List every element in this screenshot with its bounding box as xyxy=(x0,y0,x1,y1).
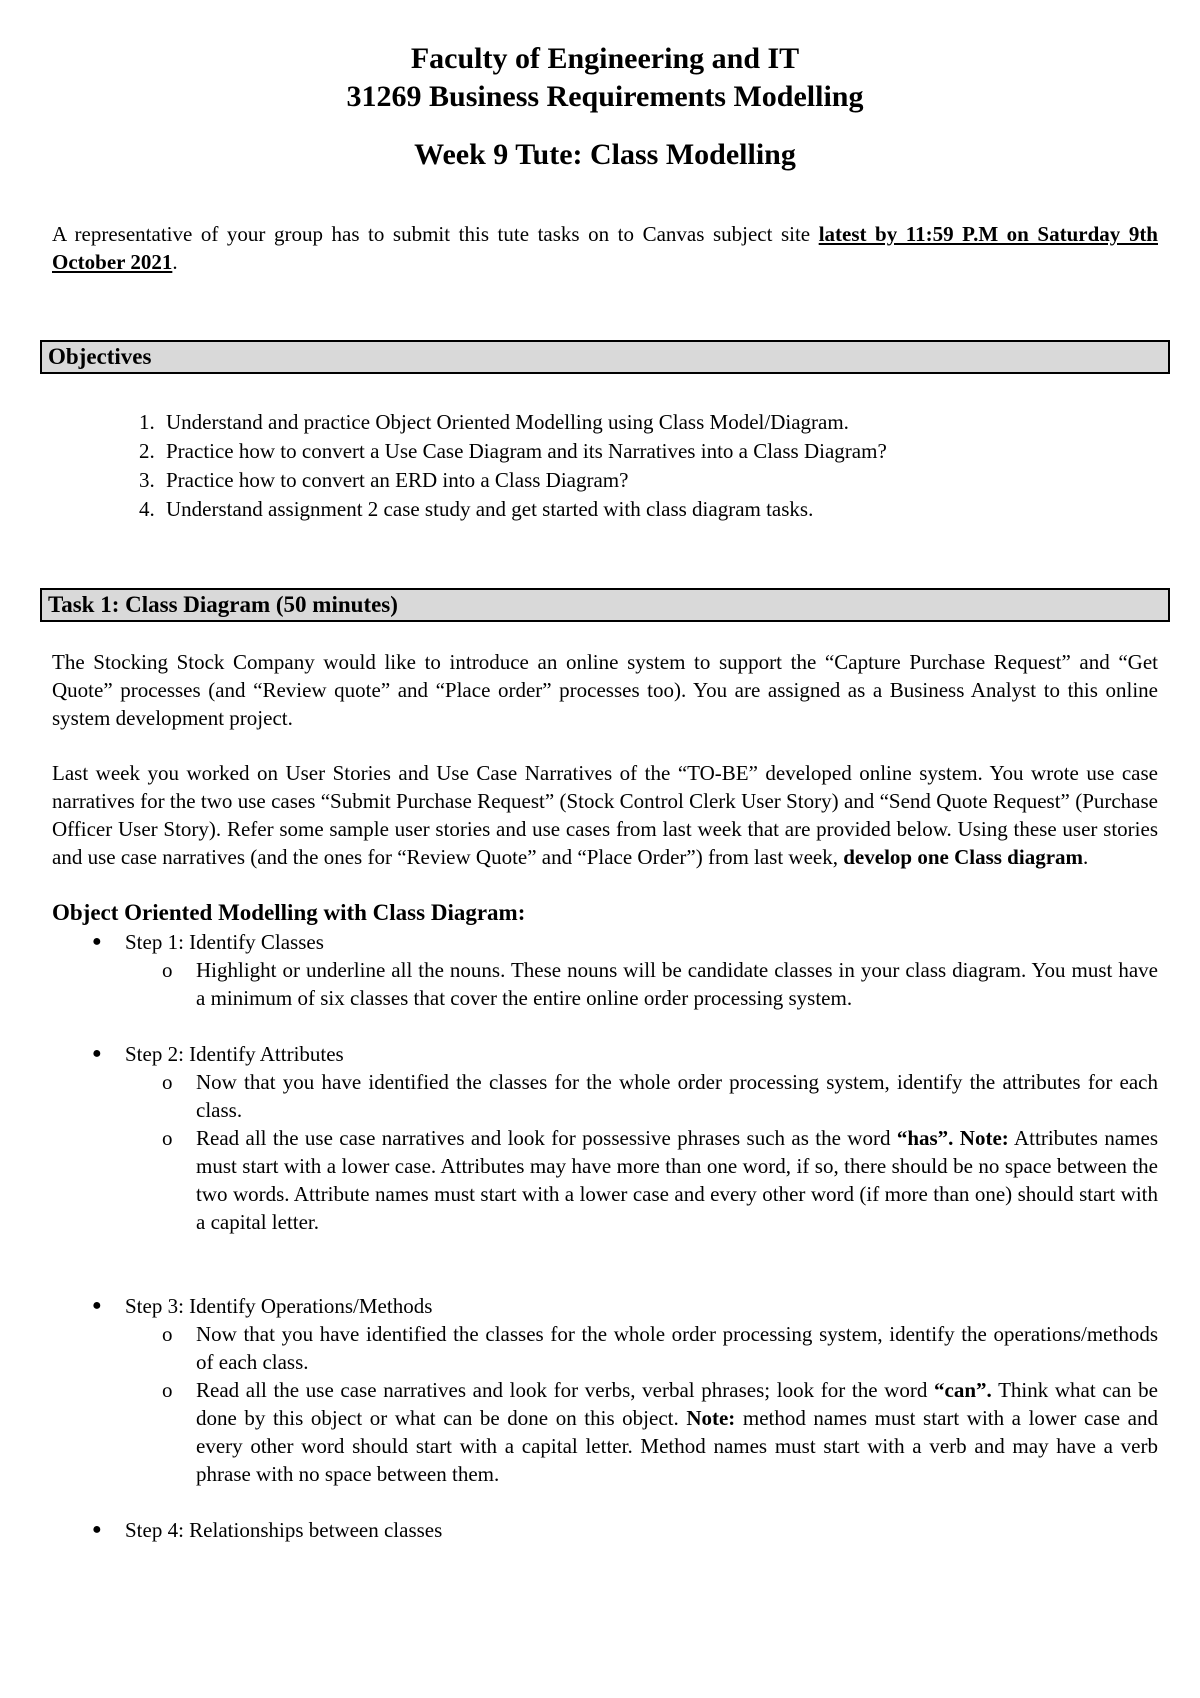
objective-item: 3. Practice how to convert an ERD into a Class Diagram? xyxy=(160,466,1158,495)
step-2-sub-2-word: “has”. xyxy=(896,1126,954,1150)
task1-paragraph-2-bold: develop one Class diagram xyxy=(843,845,1084,869)
step-3-label: Step 3: Identify Operations/Methods xyxy=(125,1294,433,1318)
objectives-heading: Objectives xyxy=(40,340,1170,374)
step-3-sub-2-word: “can”. xyxy=(934,1378,992,1402)
objectives-list xyxy=(52,408,1158,524)
step-2-label: Step 2: Identify Attributes xyxy=(125,1042,344,1066)
step-2-sub-2-text: Read all the use case narratives and look for possessive phrases such as the word xyxy=(196,1126,897,1150)
step-3-sub-2-text: Read all the use case narratives and look for verbs, verbal phrases; look for the word xyxy=(196,1378,935,1402)
deadline-text: latest by 11:59 P.M on Saturday 9th October 2021 xyxy=(52,222,1158,274)
circle-bullet-icon: o xyxy=(162,958,173,982)
bullet-icon: ● xyxy=(92,933,102,950)
task1-paragraph-2-end: . xyxy=(1083,845,1089,869)
step-2 xyxy=(52,1040,1158,1236)
task1-paragraph-2-text: Last week you worked on User Stories and Use Case Narratives of the “TO-BE” developed online system. You wrote use case narratives for the two use cases “Submit Purchase Request” (Stock Control Clerk User Story) and “Send Quote Request” (Purchase Officer User Story). Refer some sample user stories and use cases from last week that are provided below. Using these user stories and use case narratives (and the ones for “Review Quote” and “Place Order”) from last week, xyxy=(52,761,1158,869)
circle-bullet-icon: o xyxy=(162,1378,173,1402)
sub-item xyxy=(52,1320,1158,1376)
step-3-note-label: Note: xyxy=(686,1406,736,1430)
document-page xyxy=(48,40,1158,1544)
step-1 xyxy=(52,928,1158,1012)
bullet-icon: ● xyxy=(92,1045,102,1062)
step-3-sub-2-mid: Think what can be done by this object or what can be done on this object. xyxy=(196,1378,1158,1430)
week-title: Week 9 Tute: Class Modelling xyxy=(414,138,796,171)
task1-paragraph-1: The Stocking Stock Company would like to introduce an online system to support the “Capture Purchase Request” and “Get Quote” processes (and “Review quote” and “Place order” processes too). You are assigned as a Business Analyst to this online system development project. xyxy=(52,650,1158,730)
step-4-label: Step 4: Relationships between classes xyxy=(125,1518,443,1542)
circle-bullet-icon: o xyxy=(162,1322,173,1346)
step-2-note-label: Note: xyxy=(959,1126,1009,1150)
intro-end: . xyxy=(172,250,178,274)
step-1-sublist xyxy=(125,956,1158,1012)
objective-item: 2. Practice how to convert a Use Case Diagram and its Narratives into a Class Diagram? xyxy=(160,437,1158,466)
objective-item: 1. Understand and practice Object Oriented Modelling using Class Model/Diagram. xyxy=(160,408,1158,437)
oom-heading: Object Oriented Modelling with Class Diagram: xyxy=(52,900,526,925)
step-2-note-text: Attributes names must start with a lower case. Attributes may have more than one word, if so, there should be no space between the two words. Attribute names must start with a lower case and every other word (if more than one) should start with a capital letter. xyxy=(196,1126,1158,1234)
steps-list xyxy=(52,928,1158,1544)
task1-heading: Task 1: Class Diagram (50 minutes) xyxy=(40,588,1170,622)
step-2-sub-1: Now that you have identified the classes for the whole order processing system, identify the attributes for each class. xyxy=(196,1070,1158,1122)
step-4 xyxy=(52,1516,1158,1544)
sub-item xyxy=(52,956,1158,1012)
task1-paragraph-2 xyxy=(52,759,1158,871)
sub-item xyxy=(52,1068,1158,1124)
circle-bullet-icon: o xyxy=(162,1070,173,1094)
step-3-sub-1: Now that you have identified the classes for the whole order processing system, identify the operations/methods of each class. xyxy=(196,1322,1158,1374)
step-3-note-text: method names must start with a lower case and every other word should start with a capital letter. Method names must start with a verb and may have a verb phrase with no space between them. xyxy=(196,1406,1158,1486)
sub-item xyxy=(52,1124,1158,1236)
intro-text: A representative of your group has to submit this tute tasks on to Canvas subject site xyxy=(52,222,819,246)
step-2-sublist xyxy=(125,1068,1158,1236)
bullet-icon: ● xyxy=(92,1521,102,1538)
subject-title: 31269 Business Requirements Modelling xyxy=(346,80,864,113)
step-1-label: Step 1: Identify Classes xyxy=(125,930,324,954)
sub-item xyxy=(52,1376,1158,1488)
bullet-icon: ● xyxy=(92,1297,102,1314)
faculty-title: Faculty of Engineering and IT xyxy=(410,42,800,75)
intro-paragraph xyxy=(52,220,1158,276)
step-3-sublist xyxy=(125,1320,1158,1488)
step-1-sub-1: Highlight or underline all the nouns. These nouns will be candidate classes in your class diagram. You must have a minimum of six classes that cover the entire online order processing system. xyxy=(196,958,1158,1010)
objective-item: 4. Understand assignment 2 case study and get started with class diagram tasks. xyxy=(160,495,1158,524)
step-3 xyxy=(52,1292,1158,1488)
circle-bullet-icon: o xyxy=(162,1126,173,1150)
